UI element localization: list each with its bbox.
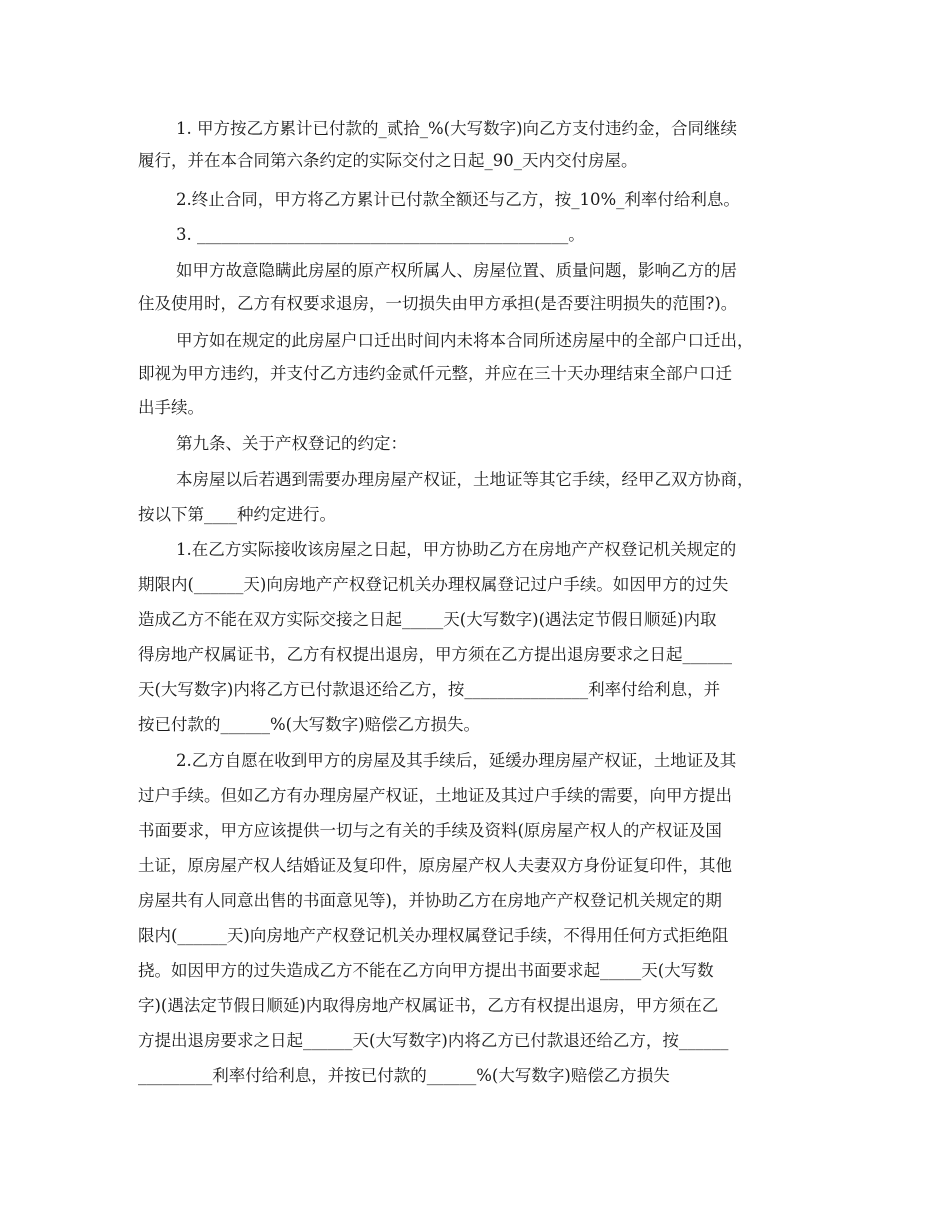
text-line: 住及使用时，乙方有权要求退房，一切损失由甲方承担(是否要注明损失的范围?)。 xyxy=(138,294,738,313)
text-line: 天(大写数字)内将乙方已付款退还给乙方，按_______________利率付给利息，并 xyxy=(138,680,721,699)
text-line: 本房屋以后若遇到需要办理房屋产权证，土地证等其它手续，经甲乙双方协商， xyxy=(176,470,754,489)
text-line: 挠。如因甲方的过失造成乙方不能在乙方向甲方提出书面要求起_____天(大写数 xyxy=(138,961,714,980)
text-line: 房屋共有人同意出售的书面意见等)，并协助乙方在房地产产权登记机关规定的期 xyxy=(138,891,722,910)
text-line: 2.乙方自愿在收到甲方的房屋及其手续后，延缓办理房屋产权证，土地证及其 xyxy=(176,751,737,770)
text-line: 字)(遇法定节假日顺延)内取得房地产权属证书，乙方有权提出退房，甲方须在乙 xyxy=(138,996,719,1015)
text-line: 1.在乙方实际接收该房屋之日起，甲方协助乙方在房地产产权登记机关规定的 xyxy=(176,540,737,559)
text-line: 土证，原房屋产权人结婚证及复印件，原房屋产权人夫妻双方身份证复印件，其他 xyxy=(138,856,732,875)
text-line: 履行，并在本合同第六条约定的实际交付之日起_90_天内交付房屋。 xyxy=(138,151,638,170)
text-line: 限内(______天)向房地产产权登记机关办理权属登记手续，不得用任何方式拒绝阻 xyxy=(138,926,729,945)
text-line: 得房地产权属证书，乙方有权提出退房，甲方须在乙方提出退房要求之日起______ xyxy=(138,645,732,664)
text-line: 2.终止合同，甲方将乙方累计已付款全额还与乙方，按_10%_利率付给利息。 xyxy=(176,190,740,209)
text-line: 按已付款的______%(大写数字)赔偿乙方损失。 xyxy=(138,715,481,734)
text-line: 方提出退房要求之日起______天(大写数字)内将乙方已付款退还给乙方，按______ xyxy=(138,1031,729,1050)
text-line: 如甲方故意隐瞒此房屋的原产权所属人、房屋位置、质量问题，影响乙方的居 xyxy=(176,261,737,280)
text-line: 书面要求，甲方应该提供一切与之有关的手续及资料(原房屋产权人的产权证及国 xyxy=(138,821,722,840)
section-heading: 第九条、关于产权登记的约定： xyxy=(176,434,407,453)
text-line: 期限内(______天)向房地产产权登记机关办理权属登记过户手续。如因甲方的过失 xyxy=(138,575,729,594)
text-line: _________利率付给利息，并按已付款的______%(大写数字)赔偿乙方损失 xyxy=(138,1066,670,1085)
text-line: 1. 甲方按乙方累计已付款的_贰拾_%(大写数字)向乙方支付违约金，合同继续 xyxy=(176,119,738,138)
text-line: 甲方如在规定的此房屋户口迁出时间内未将本合同所述房屋中的全部户口迁出， xyxy=(176,331,754,350)
text-line: 出手续。 xyxy=(138,398,204,417)
text-line: 3. _____________________________________________。 xyxy=(176,225,585,244)
text-line: 过户手续。但如乙方有办理房屋产权证，土地证及其过户手续的需要，向甲方提出 xyxy=(138,786,732,805)
text-line: 按以下第____种约定进行。 xyxy=(138,505,336,524)
text-line: 即视为甲方违约，并支付乙方违约金贰仟元整，并应在三十天办理结束全部户口迁 xyxy=(138,364,732,383)
text-line: 造成乙方不能在双方实际交接之日起_____天(大写数字)(遇法定节假日顺延)内取 xyxy=(138,610,717,629)
